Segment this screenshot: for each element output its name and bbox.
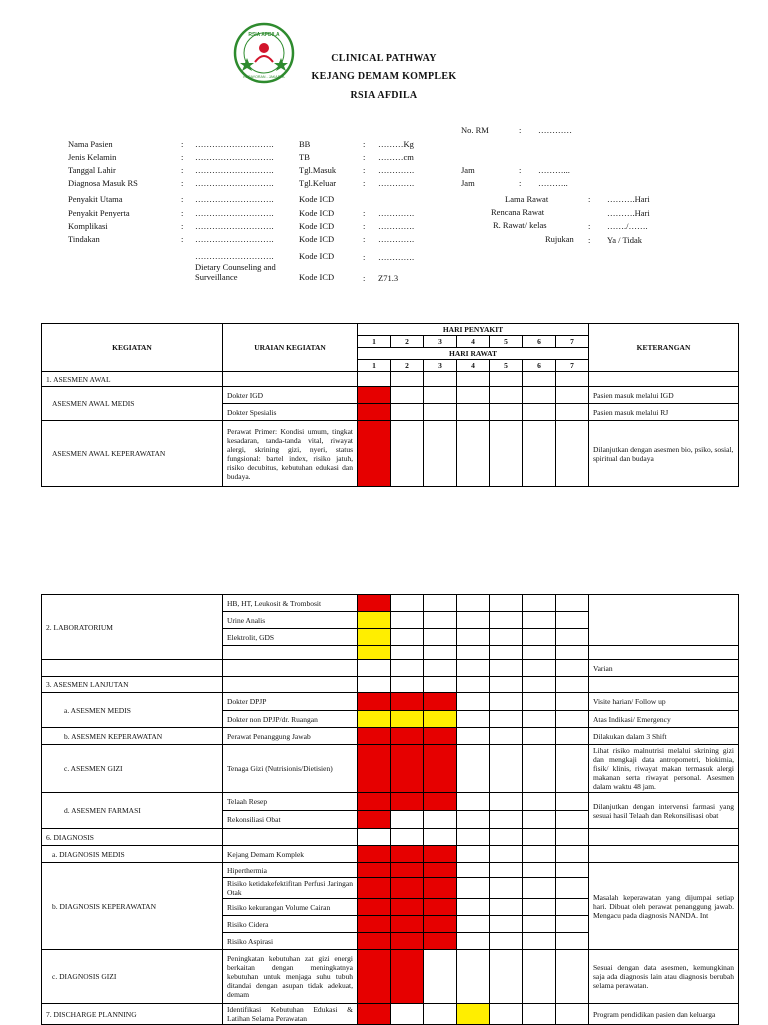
field-value-penyakit-utama[interactable]: ………………………. (195, 194, 274, 204)
field-value-kode-icd-dietary[interactable]: Z71.3 (378, 273, 399, 283)
field-label-tindakan: Tindakan (68, 234, 100, 244)
day-cell[interactable] (424, 595, 457, 612)
day-cell-yellow[interactable] (358, 612, 391, 629)
day-cell-yellow[interactable] (358, 629, 391, 646)
day-cell[interactable] (523, 646, 556, 660)
field-label-kode-icd: Kode ICD (299, 221, 335, 231)
colon: : (588, 194, 591, 204)
day-cell-yellow[interactable] (358, 646, 391, 660)
field-label-tgl-keluar: Tgl.Keluar (299, 178, 337, 188)
day-cell[interactable] (556, 793, 589, 811)
day-cell[interactable] (523, 745, 556, 793)
day-cell[interactable] (457, 387, 490, 404)
uraian-elektrolit: Elektrolit, GDS (223, 629, 358, 646)
asesmen-gizi: c. ASESMEN GIZI (42, 745, 223, 793)
asesmen-keperawatan: b. ASESMEN KEPERAWATAN (42, 728, 223, 745)
day-cell[interactable] (457, 421, 490, 487)
diagnosis-gizi: c. DIAGNOSIS GIZI (42, 950, 223, 1004)
asesmen-awal-medis: ASESMEN AWAL MEDIS (42, 387, 223, 421)
colon: : (519, 125, 522, 135)
field-value-kode-icd-tindakan[interactable]: …………. (378, 234, 415, 244)
field-label-rencana-rawat: Rencana Rawat (491, 207, 545, 217)
day-cell-red[interactable] (391, 728, 424, 745)
day-cell-red[interactable] (424, 846, 457, 863)
colon: : (363, 165, 366, 175)
day-cell[interactable] (391, 1004, 424, 1025)
header-hari-rawat: HARI RAWAT (358, 348, 589, 360)
field-value-tb[interactable]: ………cm (378, 152, 414, 162)
header-kegiatan: KEGIATAN (42, 324, 223, 372)
day-cell[interactable] (490, 1004, 523, 1025)
day-cell-red[interactable] (424, 693, 457, 711)
keterangan-3-shift: Dilakukan dalam 3 Shift (589, 728, 739, 745)
field-label-tgl-lahir: Tanggal Lahir (68, 165, 116, 175)
day-cell[interactable] (523, 878, 556, 899)
day-cell[interactable] (523, 595, 556, 612)
day-cell[interactable] (391, 595, 424, 612)
day-cell[interactable] (457, 693, 490, 711)
day-cell[interactable] (424, 811, 457, 829)
uraian-telaah-resep: Telaah Resep (223, 793, 358, 811)
colon: : (363, 152, 366, 162)
day-cell-red[interactable] (358, 693, 391, 711)
day-cell-red[interactable] (358, 916, 391, 933)
day-cell[interactable] (490, 793, 523, 811)
field-label-kode-icd: Kode ICD (299, 194, 335, 204)
day-cell[interactable] (523, 1004, 556, 1025)
dietary-label-1: Dietary Counseling and (195, 262, 276, 272)
day-cell-red[interactable] (358, 899, 391, 916)
day-cell[interactable] (490, 629, 523, 646)
day-cell[interactable] (523, 693, 556, 711)
colon: : (363, 221, 366, 231)
field-value-kode-icd-penyerta[interactable]: …………. (378, 208, 415, 218)
field-value-jk[interactable]: ………………………. (195, 152, 274, 162)
uraian-dokter-igd: Dokter IGD (223, 387, 358, 404)
day-cell[interactable] (391, 421, 424, 487)
field-label-ruang-rawat: R. Rawat/ kelas (493, 220, 547, 230)
day-cell[interactable] (424, 421, 457, 487)
day-cell[interactable] (523, 950, 556, 1004)
day-cell[interactable] (457, 846, 490, 863)
colon: : (181, 165, 184, 175)
day-cell-red[interactable] (391, 878, 424, 899)
day-cell[interactable] (556, 745, 589, 793)
day-header: 6 (523, 336, 556, 348)
day-cell[interactable] (556, 863, 589, 878)
uraian-perawat-primer: Perawat Primer: Kondisi umum, tingkat kesadaran, tanda-tanda vital, riwayat alergi, skrining gizi, nyeri, status fungsional: bartel index, risiko jatuh, risiko decubitus, kebutuhan edukasi dan budaya. (223, 421, 358, 487)
day-cell[interactable] (556, 387, 589, 404)
diagnosis-keperawatan: b. DIAGNOSIS KEPERAWATAN (42, 863, 223, 950)
day-cell[interactable] (457, 916, 490, 933)
day-cell-red[interactable] (424, 899, 457, 916)
field-value-tindakan[interactable]: ………………………. (195, 234, 274, 244)
colon: : (181, 152, 184, 162)
day-cell[interactable] (556, 612, 589, 629)
uraian-dokter-dpjp: Dokter DPJP (223, 693, 358, 711)
keterangan-gizi-diagnosis: Sesuai dengan data asesmen, kemungkinan saja ada diagnosis lain atau diagnosis berubah selama perawatan. (589, 950, 739, 1004)
day-cell-red[interactable] (358, 745, 391, 793)
day-cell[interactable] (556, 916, 589, 933)
asesmen-medis: a. ASESMEN MEDIS (42, 693, 223, 728)
day-cell-red[interactable] (391, 846, 424, 863)
uraian-risiko-cidera: Risiko Cidera (223, 916, 358, 933)
colon: : (363, 273, 366, 283)
header-line-2: KEJANG DEMAM KOMPLEK (311, 71, 457, 82)
colon: : (363, 234, 366, 244)
day-cell-red[interactable] (424, 878, 457, 899)
field-value-kode-icd-komplikasi[interactable]: …………. (378, 221, 415, 231)
day-header: 6 (523, 360, 556, 372)
day-cell[interactable] (457, 595, 490, 612)
day-cell[interactable] (556, 899, 589, 916)
uraian-hiperthermia: Hiperthermia (223, 863, 358, 878)
day-cell[interactable] (457, 646, 490, 660)
diagnosis-medis: a. DIAGNOSIS MEDIS (42, 846, 223, 863)
field-label-kode-icd: Kode ICD (299, 272, 335, 282)
day-cell[interactable] (490, 612, 523, 629)
colon: : (181, 234, 184, 244)
day-cell[interactable] (490, 595, 523, 612)
day-cell[interactable] (457, 793, 490, 811)
colon: : (181, 194, 184, 204)
field-label-kode-icd: Kode ICD (299, 251, 335, 261)
day-cell-red[interactable] (424, 745, 457, 793)
day-cell[interactable] (457, 933, 490, 950)
field-value-bb[interactable]: ………Kg (378, 139, 414, 149)
day-cell[interactable] (490, 646, 523, 660)
day-cell[interactable] (424, 387, 457, 404)
keterangan-dpjp: Visite harian/ Follow up (589, 693, 739, 711)
section-asesmen-awal: 1. ASESMEN AWAL (42, 372, 223, 387)
field-value-kode-icd-extra[interactable]: …………. (378, 252, 415, 262)
day-cell-red[interactable] (358, 421, 391, 487)
day-cell-red[interactable] (391, 950, 424, 1004)
section-laboratorium: 2. LABORATORIUM (42, 595, 223, 660)
keterangan-non-dpjp: Atas Indikasi/ Emergency (589, 711, 739, 728)
day-header: 5 (490, 336, 523, 348)
day-cell-yellow[interactable] (358, 711, 391, 728)
field-label-jam-keluar: Jam (461, 178, 475, 188)
day-cell[interactable] (490, 404, 523, 421)
day-cell[interactable] (424, 950, 457, 1004)
day-cell[interactable] (556, 878, 589, 899)
field-label-diagnosa: Diagnosa Masuk RS (68, 178, 138, 188)
day-cell[interactable] (490, 916, 523, 933)
day-cell[interactable] (391, 811, 424, 829)
field-value-tgl-lahir[interactable]: ………………………. (195, 165, 274, 175)
asesmen-awal-keperawatan: ASESMEN AWAL KEPERAWATAN (42, 421, 223, 487)
colon: : (363, 252, 366, 262)
day-cell-red[interactable] (358, 811, 391, 829)
day-cell[interactable] (457, 612, 490, 629)
day-cell[interactable] (490, 387, 523, 404)
day-header: 5 (490, 360, 523, 372)
day-cell[interactable] (523, 811, 556, 829)
day-cell[interactable] (490, 745, 523, 793)
day-cell-yellow[interactable] (391, 711, 424, 728)
day-cell-red[interactable] (391, 933, 424, 950)
day-cell[interactable] (490, 846, 523, 863)
day-cell[interactable] (523, 933, 556, 950)
field-value-tgl-keluar[interactable]: …………. (378, 178, 415, 188)
day-cell-red[interactable] (358, 933, 391, 950)
day-cell[interactable] (424, 404, 457, 421)
day-cell[interactable] (523, 711, 556, 728)
keterangan-varian: Varian (589, 660, 739, 677)
day-cell[interactable] (424, 612, 457, 629)
pathway-table-bottom (41, 594, 739, 1025)
day-cell[interactable] (457, 728, 490, 745)
field-value-rujukan[interactable]: Ya / Tidak (607, 235, 643, 245)
day-cell[interactable] (457, 899, 490, 916)
field-label-penyakit-utama: Penyakit Utama (68, 194, 123, 204)
day-cell-red[interactable] (358, 846, 391, 863)
field-value-diagnosa[interactable]: ………………………. (195, 178, 274, 188)
day-cell[interactable] (523, 793, 556, 811)
keterangan-igd: Pasien masuk melalui IGD (589, 387, 739, 404)
colon: : (519, 165, 522, 175)
day-cell-red[interactable] (358, 950, 391, 1004)
day-cell-red[interactable] (391, 693, 424, 711)
field-value-tgl-masuk[interactable]: …………. (378, 165, 415, 175)
day-cell[interactable] (523, 387, 556, 404)
day-header: 2 (391, 360, 424, 372)
day-cell[interactable] (457, 863, 490, 878)
day-cell-red[interactable] (358, 595, 391, 612)
uraian-hb: HB, HT, Leukosit & Trombosit (223, 595, 358, 612)
day-cell[interactable] (556, 950, 589, 1004)
uraian-risiko-cairan: Risiko kekurangan Volume Cairan (223, 899, 358, 916)
day-cell[interactable] (490, 711, 523, 728)
day-cell[interactable] (523, 916, 556, 933)
section-asesmen-lanjutan: 3. ASESMEN LANJUTAN (42, 677, 223, 693)
header-keterangan: KETERANGAN (589, 324, 739, 372)
day-cell-red[interactable] (424, 863, 457, 878)
field-label-tgl-masuk: Tgl.Masuk (299, 165, 337, 175)
colon: : (181, 221, 184, 231)
uraian-dokter-spesialis: Dokter Spesialis (223, 404, 358, 421)
keterangan-asesmen-keperawatan: Dilanjutkan dengan asesmen bio, psiko, sosial, spiritual dan budaya (589, 421, 739, 487)
field-value-nama[interactable]: ………………………. (195, 139, 274, 149)
no-rm-label: No. RM (461, 125, 489, 135)
day-cell[interactable] (556, 595, 589, 612)
uraian-risiko-aspirasi: Risiko Aspirasi (223, 933, 358, 950)
field-label-nama: Nama Pasien (68, 139, 113, 149)
day-cell[interactable] (523, 421, 556, 487)
day-cell[interactable] (490, 878, 523, 899)
field-value-jam-keluar[interactable]: ……….. (538, 178, 568, 188)
keterangan-rj: Pasien masuk melalui RJ (589, 404, 739, 421)
uraian-rekonsiliasi: Rekonsiliasi Obat (223, 811, 358, 829)
day-cell[interactable] (424, 646, 457, 660)
day-cell[interactable] (490, 899, 523, 916)
field-label-bb: BB (299, 139, 311, 149)
uraian-perawat-pj: Perawat Penanggung Jawab (223, 728, 358, 745)
colon: : (519, 178, 522, 188)
day-cell-red[interactable] (358, 728, 391, 745)
logo-bottom-text: KEBAYORAN - JAKARTA (243, 75, 285, 79)
day-header: 1 (358, 336, 391, 348)
day-cell[interactable] (457, 629, 490, 646)
colon: : (363, 208, 366, 218)
header-hari-penyakit: HARI PENYAKIT (358, 324, 589, 336)
field-value-lama-rawat[interactable]: ……….Hari (607, 194, 650, 204)
dietary-label-2: Surveillance (195, 272, 238, 282)
day-cell[interactable] (556, 646, 589, 660)
day-cell[interactable] (457, 711, 490, 728)
day-cell-red[interactable] (358, 387, 391, 404)
day-cell[interactable] (490, 863, 523, 878)
day-cell[interactable] (556, 933, 589, 950)
pathway-table-top (41, 323, 739, 487)
day-cell[interactable] (391, 612, 424, 629)
colon: : (588, 221, 591, 231)
day-cell[interactable] (391, 646, 424, 660)
field-value-jam-masuk[interactable]: ………... (538, 165, 570, 175)
day-cell-red[interactable] (391, 916, 424, 933)
header-line-3: RSIA AFDILA (350, 90, 418, 101)
day-cell[interactable] (556, 846, 589, 863)
keterangan-gizi: Lihat risiko malnutrisi melalui skrining gizi dan mengkaji data antropometri, biokimia, fisik/ klinis, riwayat makan termasuk alergi makanan serta riwayat personal. Asesmen dalam waktu 48 jam. (589, 745, 739, 793)
colon: : (181, 178, 184, 188)
day-cell-red[interactable] (391, 745, 424, 793)
uraian-gizi: Peningkatan kebutuhan zat gizi energi berkaitan dengan meningkatnya kebutuhan untuk menjaga suhu tubuh ditandai dengan asupan tidak adekuat, demam (223, 950, 358, 1004)
day-cell[interactable] (556, 404, 589, 421)
day-cell[interactable] (490, 950, 523, 1004)
day-cell[interactable] (523, 846, 556, 863)
day-cell[interactable] (457, 811, 490, 829)
day-cell-red[interactable] (391, 863, 424, 878)
day-cell[interactable] (457, 745, 490, 793)
day-cell[interactable] (523, 612, 556, 629)
day-cell[interactable] (391, 629, 424, 646)
day-cell[interactable] (391, 387, 424, 404)
field-label-komplikasi: Komplikasi (68, 221, 108, 231)
field-value-rencana-rawat[interactable]: ……….Hari (607, 208, 650, 218)
section-diagnosis: 6. DIAGNOSIS (42, 829, 223, 846)
uraian-kejang-demam: Kejang Demam Komplek (223, 846, 358, 863)
day-cell[interactable] (490, 693, 523, 711)
day-cell-red[interactable] (358, 793, 391, 811)
day-cell[interactable] (556, 693, 589, 711)
field-value-extra[interactable]: ………………………. (195, 251, 274, 261)
field-label-kode-icd: Kode ICD (299, 234, 335, 244)
uraian-tenaga-gizi: Tenaga Gizi (Nutrisionis/Dietisien) (223, 745, 358, 793)
day-cell[interactable] (523, 728, 556, 745)
day-cell-red[interactable] (358, 404, 391, 421)
day-cell[interactable] (424, 1004, 457, 1025)
field-value-ruang-rawat[interactable]: ……./……. (607, 221, 648, 231)
uraian-risiko-perfusi: Risiko ketidakefektifitan Perfusi Jaringan Otak (223, 878, 358, 899)
keterangan-farmasi: Dilanjutkan dengan intervensi farmasi yang sesuai hasil Telaah dan Rekonsilisasi obat (589, 793, 739, 829)
day-cell[interactable] (556, 728, 589, 745)
field-label-kode-icd: Kode ICD (299, 208, 335, 218)
day-cell-red[interactable] (424, 933, 457, 950)
uraian-identifikasi-edukasi: Identifikasi Kebutuhan Edukasi & Latihan Selama Perawatan (223, 1004, 358, 1025)
day-cell[interactable] (391, 404, 424, 421)
asesmen-farmasi: d. ASESMEN FARMASI (42, 793, 223, 829)
day-header: 4 (457, 360, 490, 372)
day-cell-red[interactable] (358, 1004, 391, 1025)
day-cell-red[interactable] (391, 793, 424, 811)
field-label-penyakit-penyerta: Penyakit Penyerta (68, 208, 130, 218)
day-cell[interactable] (556, 711, 589, 728)
section-discharge-planning: 7. DISCHARGE PLANNING (42, 1004, 223, 1025)
field-value-penyakit-penyerta[interactable]: ………………………. (195, 208, 274, 218)
day-header: 4 (457, 336, 490, 348)
field-label-jk: Jenis Kelamin (68, 152, 117, 162)
day-cell-red[interactable] (358, 878, 391, 899)
no-rm-value[interactable]: ………… (538, 125, 572, 135)
uraian-urine: Urine Analis (223, 612, 358, 629)
day-header: 3 (424, 360, 457, 372)
day-cell[interactable] (457, 950, 490, 1004)
day-cell[interactable] (424, 629, 457, 646)
header-uraian: URAIAN KEGIATAN (223, 324, 358, 372)
day-cell[interactable] (490, 811, 523, 829)
colon: : (363, 178, 366, 188)
day-cell-red[interactable] (358, 863, 391, 878)
day-cell-red[interactable] (391, 899, 424, 916)
day-cell[interactable] (523, 629, 556, 646)
logo-top-text: RSIA AFDILA (248, 32, 280, 38)
day-cell[interactable] (556, 421, 589, 487)
colon: : (588, 235, 591, 245)
keterangan-keperawatan: Masalah keperawatan yang dijumpai setiap hari. Dibuat oleh perawat penanggung jawab. Mengacu pada diagnosis NANDA. Int (589, 863, 739, 950)
day-header: 1 (358, 360, 391, 372)
day-header: 7 (556, 360, 589, 372)
colon: : (181, 208, 184, 218)
day-header: 3 (424, 336, 457, 348)
day-cell[interactable] (490, 933, 523, 950)
keterangan-discharge: Program pendidikan pasien dan keluarga (589, 1004, 739, 1025)
day-cell[interactable] (490, 421, 523, 487)
day-cell[interactable] (523, 404, 556, 421)
day-cell[interactable] (556, 811, 589, 829)
day-cell[interactable] (556, 629, 589, 646)
day-cell[interactable] (523, 899, 556, 916)
day-cell[interactable] (490, 728, 523, 745)
field-label-lama-rawat: Lama Rawat (505, 194, 549, 204)
day-header: 7 (556, 336, 589, 348)
field-value-komplikasi[interactable]: ………………………. (195, 221, 274, 231)
uraian-dokter-non-dpjp: Dokter non DPJP/dr. Ruangan (223, 711, 358, 728)
day-cell[interactable] (457, 404, 490, 421)
day-cell[interactable] (523, 863, 556, 878)
day-cell-red[interactable] (424, 728, 457, 745)
header-line-1: CLINICAL PATHWAY (331, 53, 437, 64)
day-cell[interactable] (457, 878, 490, 899)
field-label-rujukan: Rujukan (545, 234, 574, 244)
field-label-tb: TB (299, 152, 310, 162)
day-cell-yellow[interactable] (457, 1004, 490, 1025)
day-header: 2 (391, 336, 424, 348)
day-cell-red[interactable] (424, 916, 457, 933)
day-cell-red[interactable] (424, 793, 457, 811)
colon: : (181, 139, 184, 149)
day-cell[interactable] (556, 1004, 589, 1025)
colon: : (363, 139, 366, 149)
field-label-jam-masuk: Jam (461, 165, 475, 175)
day-cell-yellow[interactable] (424, 711, 457, 728)
